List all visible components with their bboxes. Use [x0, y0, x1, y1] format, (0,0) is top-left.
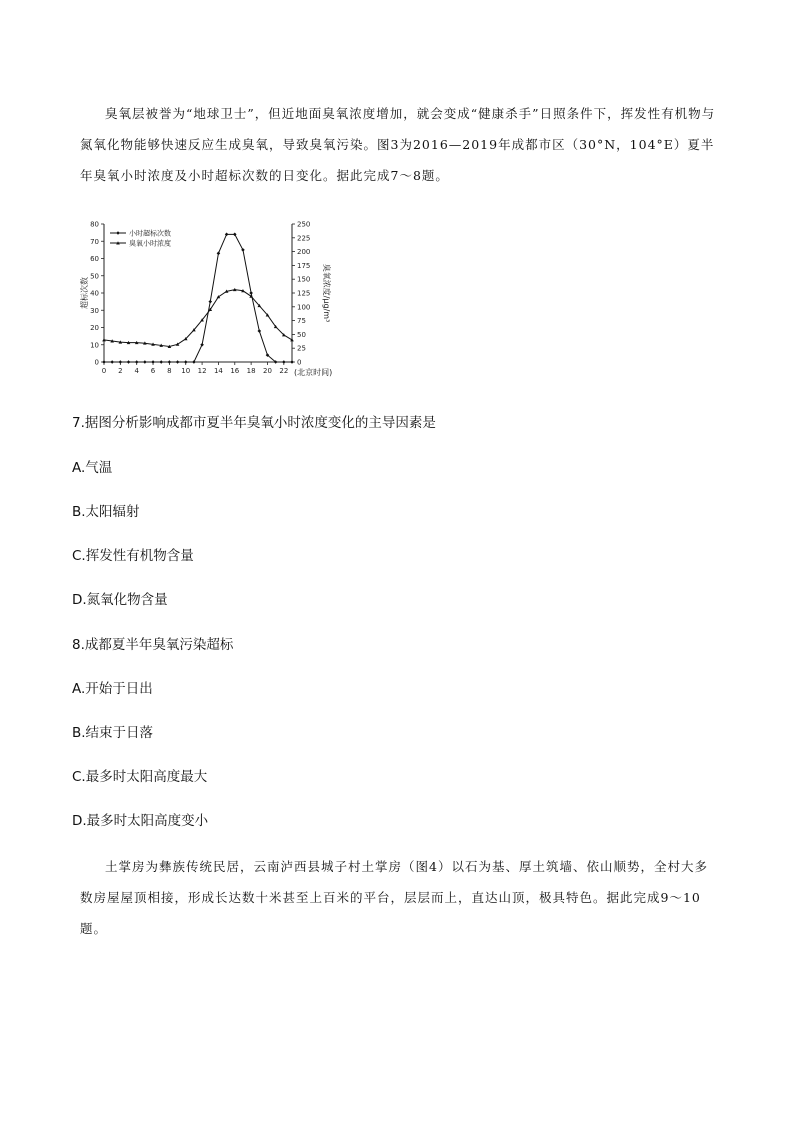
- series-point-0: [119, 360, 123, 364]
- x-tick-label: 4: [134, 367, 139, 375]
- series-point-0: [110, 360, 114, 364]
- x-tick-label: 22: [279, 367, 289, 375]
- right-axis-title: 臭氧浓度/μg/m³: [322, 263, 331, 323]
- passage-ozone: 臭氧层被誉为“地球卫士”，但近地面臭氧浓度增加，就会变成“健康杀手”日照条件下，挥发性有机物与氮氧化物能够快速反应生成臭氧，导致臭氧污染。图3为2016—2019年成都市区（30°N，104°E）夏半年臭氧小时浓度及小时超标次数的日变化。据此完成7～8题。: [80, 106, 716, 183]
- series-point-0: [135, 360, 139, 364]
- series-line-1: [104, 290, 292, 347]
- q7-option-a: A.气温: [72, 460, 113, 476]
- legend-label-1: 臭氧小时浓度: [129, 239, 171, 248]
- right-tick-label: 150: [297, 275, 311, 284]
- series-point-0: [208, 300, 212, 304]
- ozone-chart: [78, 212, 348, 382]
- x-tick-label: 18: [246, 367, 256, 375]
- right-tick-label: 125: [297, 289, 311, 298]
- series-point-0: [102, 360, 106, 364]
- series-point-0: [233, 233, 237, 237]
- x-tick-label: 12: [197, 367, 207, 375]
- x-tick-label: 16: [230, 367, 240, 375]
- series-point-0: [168, 360, 172, 364]
- series-point-0: [184, 360, 188, 364]
- legend-marker-0: [116, 231, 120, 235]
- x-tick-label: 2: [118, 367, 123, 375]
- x-tick-label: 6: [150, 367, 156, 375]
- left-tick-label: 70: [90, 237, 99, 246]
- q8-option-b: B.结束于日落: [72, 725, 154, 741]
- series-point-0: [176, 360, 180, 364]
- series-point-0: [241, 248, 245, 252]
- right-tick-label: 250: [297, 220, 311, 229]
- left-tick-label: 60: [90, 255, 99, 263]
- ozone-chart-svg: [78, 212, 348, 382]
- x-tick-label: 0: [101, 367, 107, 375]
- x-tick-label: 8: [167, 367, 172, 375]
- q7-stem: 7.据图分析影响成都市夏半年臭氧小时浓度变化的主导因素是: [72, 415, 436, 431]
- left-tick-label: 30: [90, 306, 99, 315]
- left-tick-label: 40: [90, 289, 99, 298]
- series-point-0: [159, 360, 163, 364]
- q8-option-c: C.最多时太阳高度最大: [72, 769, 208, 785]
- x-axis-title: (北京时间): [294, 368, 333, 377]
- series-point-0: [258, 329, 262, 333]
- left-axis-title: 超标次数: [80, 277, 89, 309]
- series-point-0: [282, 360, 286, 364]
- q8-stem: 8.成都夏半年臭氧污染超标: [72, 637, 234, 653]
- series-point-0: [290, 360, 294, 364]
- left-tick-label: 50: [90, 272, 99, 281]
- left-tick-label: 20: [90, 324, 99, 332]
- legend-label-0: 小时超标次数: [129, 229, 171, 238]
- x-tick-label: 14: [213, 367, 223, 375]
- series-point-0: [225, 233, 229, 237]
- right-tick-label: 200: [297, 248, 311, 257]
- series-point-0: [200, 343, 204, 347]
- left-tick-label: 0: [94, 358, 99, 367]
- x-tick-label: 10: [181, 367, 191, 375]
- left-tick-label: 80: [90, 220, 99, 229]
- series-point-0: [249, 291, 253, 295]
- series-point-0: [143, 360, 147, 364]
- q8-option-a: A.开始于日出: [72, 681, 153, 697]
- right-tick-label: 225: [297, 234, 311, 243]
- series-point-0: [217, 252, 221, 256]
- series-point-0: [151, 360, 155, 364]
- right-tick-label: 100: [297, 303, 311, 312]
- q7-option-c: C.挥发性有机物含量: [72, 548, 194, 564]
- right-tick-label: 0: [297, 358, 302, 367]
- left-tick-label: 10: [90, 341, 99, 350]
- q7-option-d: D.氮氧化物含量: [72, 592, 168, 608]
- passage-tuzhangfang: 土掌房为彝族传统民居，云南泸西县城子村土掌房（图4）以石为基、厚土筑墙、依山顺势，全村大多数房屋屋顶相接，形成长达数十米甚至上百米的平台，层层而上，直达山顶，极具特色。据此完成9～10题。: [80, 859, 708, 936]
- right-tick-label: 25: [297, 344, 306, 353]
- right-tick-label: 50: [297, 330, 306, 339]
- right-tick-label: 175: [297, 261, 311, 270]
- series-point-0: [192, 360, 196, 364]
- right-tick-label: 75: [297, 317, 306, 326]
- q8-option-d: D.最多时太阳高度变小: [72, 813, 209, 829]
- x-tick-label: 20: [263, 367, 272, 375]
- series-point-0: [127, 360, 131, 364]
- q7-option-b: B.太阳辐射: [72, 504, 140, 520]
